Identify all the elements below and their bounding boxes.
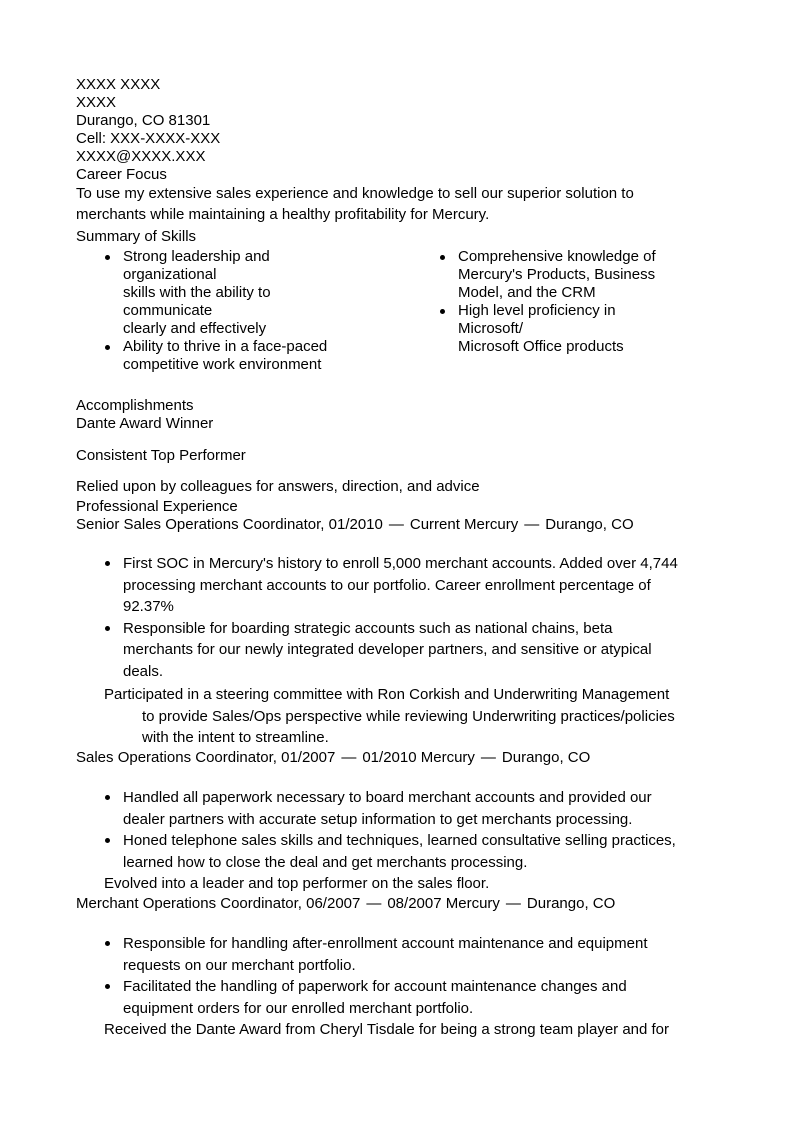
job-note — [104, 873, 733, 895]
career-focus-heading: Career Focus — [76, 166, 167, 183]
experience-heading: Professional Experience — [76, 498, 238, 515]
bullet-icon — [105, 255, 110, 260]
note-line: to provide Sales/Ops perspective while reviewing Underwriting practices/policies — [142, 707, 675, 725]
job-location: Durango, CO — [526, 895, 616, 912]
dash-separator: — — [388, 516, 404, 533]
dash-separator: — — [341, 749, 357, 766]
job-bullets — [76, 553, 716, 682]
skills-left-column — [76, 248, 346, 374]
job-dates-company: 08/2007 Mercury — [387, 895, 500, 912]
note-line: Participated in a steering committee with Ron Corkish and Underwriting Management — [104, 686, 670, 703]
dash-separator: — — [366, 895, 382, 912]
bullet-line: merchants for our newly integrated developer partners, and sensitive or atypical — [123, 641, 652, 658]
skill-item — [76, 248, 346, 338]
job-dates-company: 01/2010 Mercury — [362, 749, 475, 766]
bullet-line: deals. — [123, 662, 164, 680]
bullet-icon — [105, 345, 110, 350]
dash-separator: — — [505, 895, 521, 912]
job-title-line — [76, 749, 590, 767]
job-title-line — [76, 516, 634, 534]
job-location: Durango, CO — [545, 516, 634, 533]
job-bullets — [76, 933, 716, 1019]
job-bullet-item — [76, 787, 716, 830]
accomplishment-item: Relied upon by colleagues for answers, direction, and advice — [76, 478, 480, 495]
bullet-line: equipment orders for our enrolled merchant portfolio. — [123, 999, 474, 1017]
bullet-line: learned how to close the deal and get merchants processing. — [123, 853, 528, 871]
bullet-icon — [105, 984, 110, 989]
skill-line: clearly and effectively — [123, 320, 267, 337]
bullet-icon — [105, 838, 110, 843]
bullet-line: requests on our merchant portfolio. — [123, 956, 356, 974]
bullet-line: processing merchant accounts to our portfolio. Career enrollment percentage of — [123, 576, 651, 594]
skill-line: Mercury's Products, Business — [458, 266, 656, 283]
bullet-line: Responsible for handling after-enrollment account maintenance and equipment — [123, 935, 648, 952]
skills-heading: Summary of Skills — [76, 228, 197, 245]
job-bullets — [76, 787, 716, 873]
career-focus-line-2: merchants while maintaining a healthy profitability for Mercury. — [76, 206, 490, 223]
bullet-line: Handled all paperwork necessary to board merchant accounts and provided our — [123, 789, 652, 806]
dash-separator: — — [480, 749, 496, 766]
skill-line: Microsoft Office products — [458, 338, 624, 355]
skill-item — [76, 338, 346, 374]
bullet-icon — [105, 795, 110, 800]
skill-line: competitive work environment — [123, 356, 322, 373]
bullet-line: dealer partners with accurate setup information to get merchants processing. — [123, 810, 633, 828]
job-title: Senior Sales Operations Coordinator, 01/2010 — [76, 516, 383, 533]
job-bullet-item — [76, 553, 716, 618]
bullet-line: 92.37% — [123, 598, 174, 615]
job-note — [104, 1019, 733, 1041]
bullet-line: Facilitated the handling of paperwork for account maintenance changes and — [123, 978, 627, 995]
bullet-icon — [440, 309, 445, 314]
contact-cell: Cell: XXX-XXXX-XXX — [76, 130, 221, 147]
contact-city: Durango, CO 81301 — [76, 112, 211, 129]
skill-line: Ability to thrive in a face-paced — [123, 338, 328, 355]
job-bullet-item — [76, 933, 716, 976]
bullet-icon — [440, 255, 445, 260]
contact-name: XXXX XXXX — [76, 76, 161, 93]
job-location: Durango, CO — [501, 749, 591, 766]
job-title: Sales Operations Coordinator, 01/2007 — [76, 749, 336, 766]
job-dates-company: Current Mercury — [409, 516, 519, 533]
job-bullet-item — [76, 976, 716, 1019]
accomplishments-heading: Accomplishments — [76, 397, 194, 414]
bullet-line: Honed telephone sales skills and techniques, learned consultative selling practices, — [123, 832, 676, 849]
bullet-icon — [105, 626, 110, 631]
accomplishment-item: Consistent Top Performer — [76, 447, 246, 464]
skill-item — [411, 248, 681, 302]
skill-line: Strong leadership and organizational — [123, 248, 270, 283]
skill-item — [411, 302, 681, 356]
contact-email: XXXX@XXXX.XXX — [76, 148, 206, 165]
bullet-icon — [105, 561, 110, 566]
dash-separator: — — [524, 516, 540, 533]
note-line: Received the Dante Award from Cheryl Tisdale for being a strong team player and for — [104, 1021, 670, 1038]
job-title: Merchant Operations Coordinator, 06/2007 — [76, 895, 361, 912]
bullet-line: First SOC in Mercury's history to enroll 5,000 merchant accounts. Added over 4,744 — [123, 555, 678, 572]
skill-line: Comprehensive knowledge of — [458, 248, 656, 265]
job-bullet-item — [76, 618, 716, 683]
job-bullet-item — [76, 830, 716, 873]
bullet-line: Responsible for boarding strategic accounts such as national chains, beta — [123, 619, 613, 637]
skill-line: Model, and the CRM — [458, 284, 596, 301]
note-line: Evolved into a leader and top performer on the sales floor. — [104, 875, 490, 892]
skill-line: High level proficiency in Microsoft/ — [458, 302, 616, 337]
job-note — [104, 684, 733, 749]
note-line: with the intent to streamline. — [142, 729, 329, 746]
skills-right-column — [411, 248, 681, 356]
job-title-line — [76, 895, 615, 913]
skill-line: skills with the ability to communicate — [123, 284, 271, 319]
accomplishment-item: Dante Award Winner — [76, 415, 214, 432]
bullet-icon — [105, 941, 110, 946]
contact-street: XXXX — [76, 94, 117, 111]
career-focus-line-1: To use my extensive sales experience and knowledge to sell our superior solution to — [76, 185, 634, 202]
